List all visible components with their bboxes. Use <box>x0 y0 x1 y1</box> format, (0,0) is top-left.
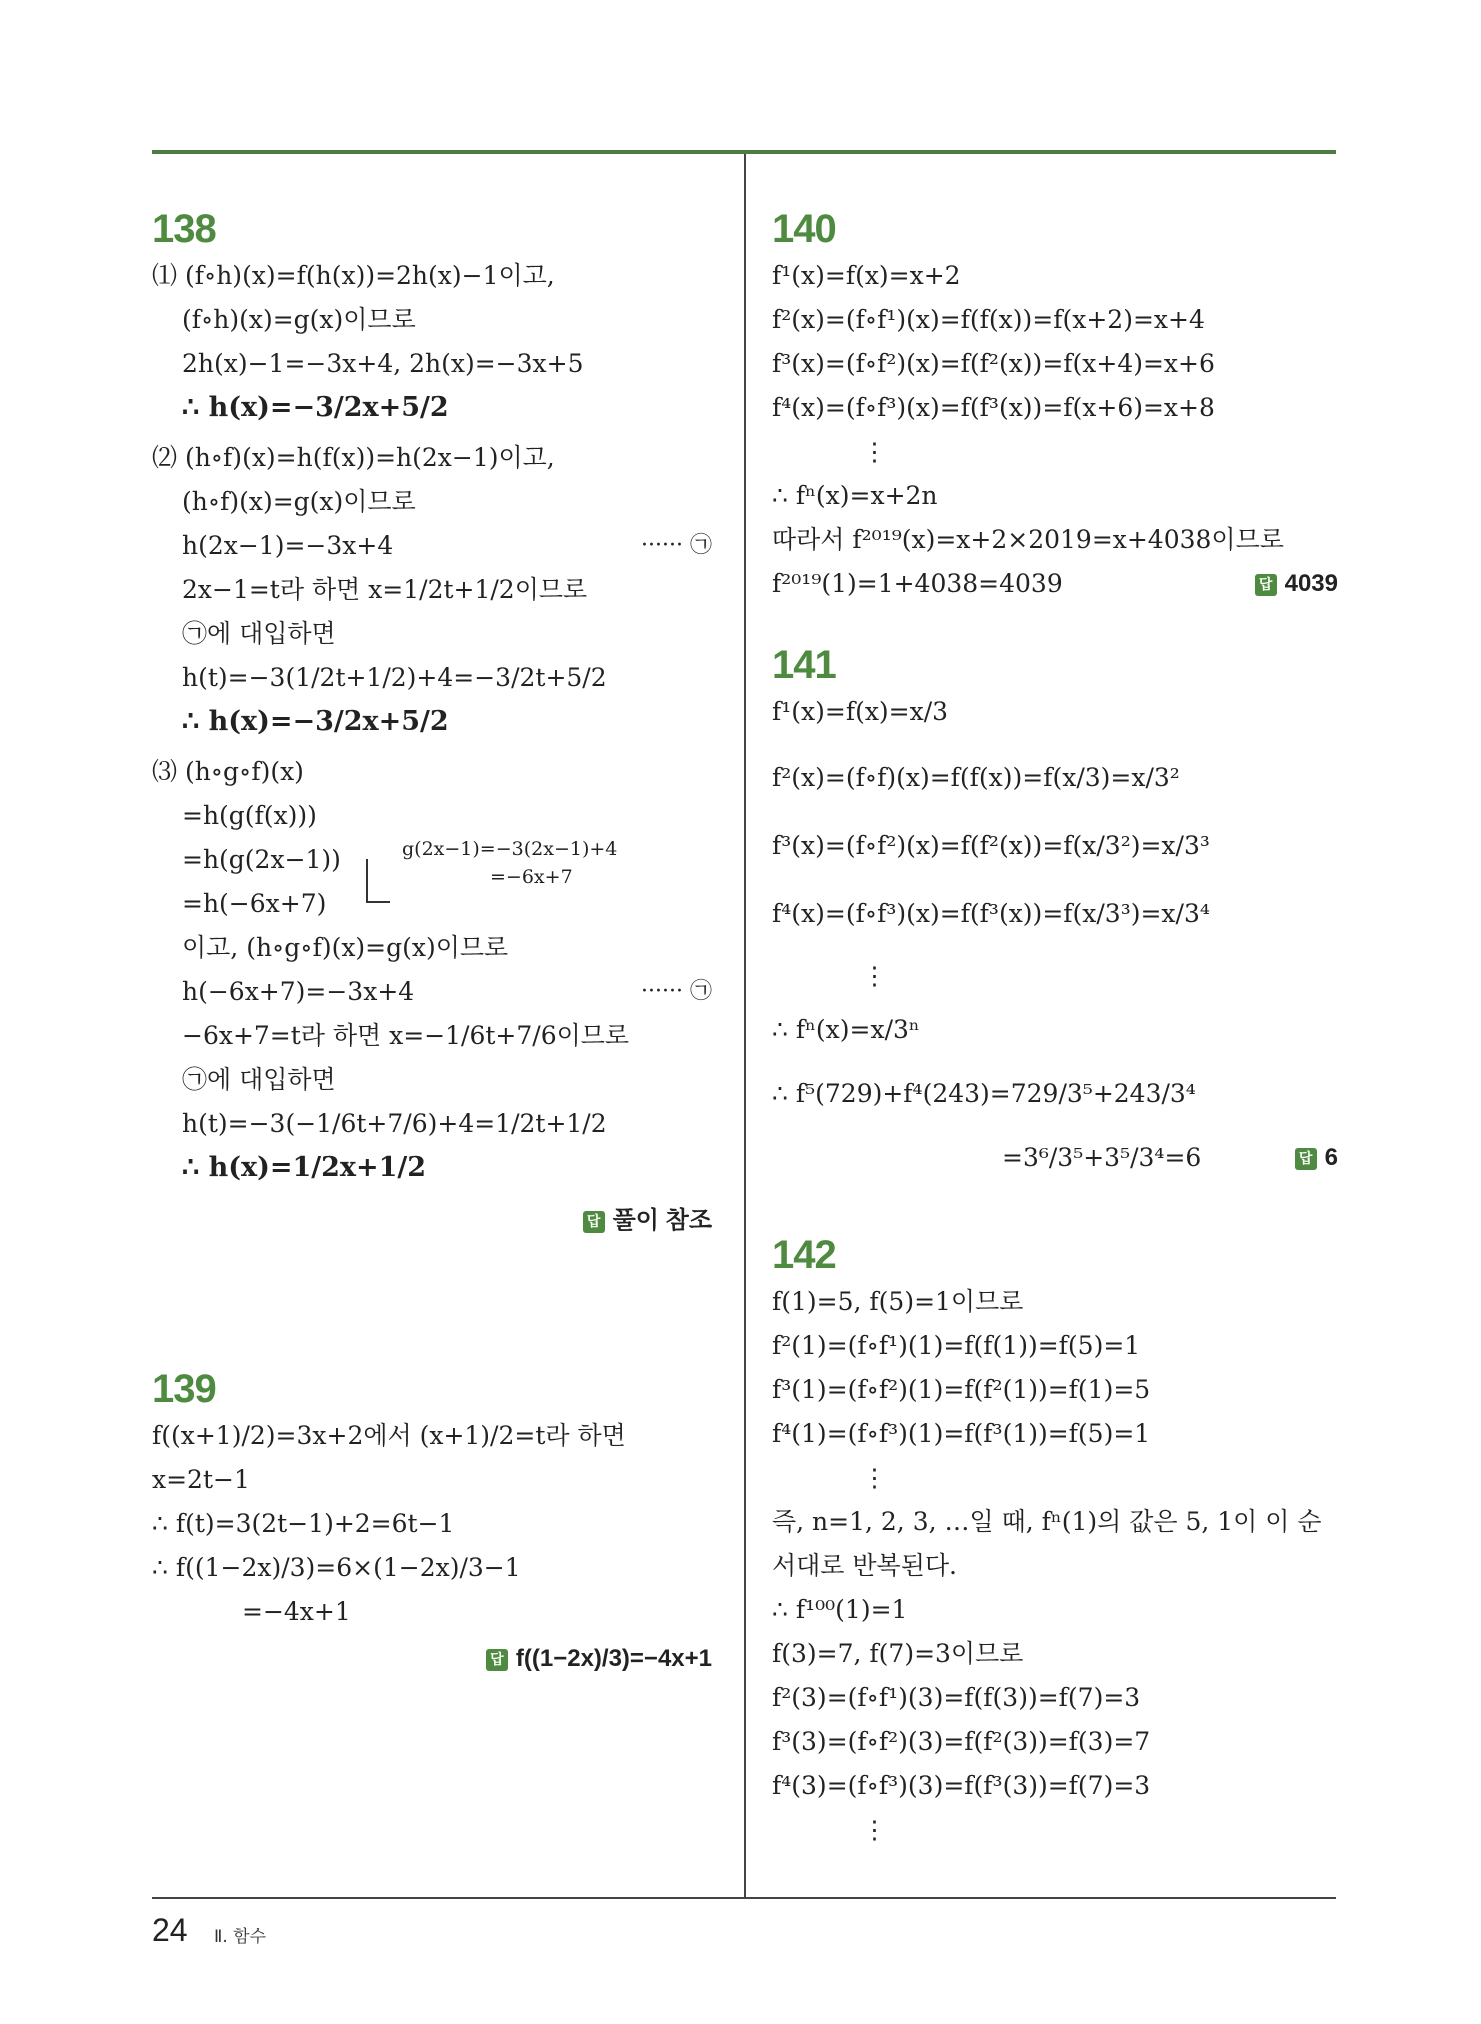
equation-text: h(−6x+7)=−3x+4 <box>182 977 415 1006</box>
answer-badge: 답 <box>1295 1148 1317 1170</box>
answer-inline <box>1255 567 1338 601</box>
solution-line <box>152 529 712 573</box>
problem-number: 141 <box>772 643 836 687</box>
equation-text: h(2x−1)=−3x+4 <box>182 531 394 560</box>
solution-line <box>772 567 1338 611</box>
ellipsis-line: ⋮ <box>862 961 887 990</box>
solution-line: f²(1)=(f∘f¹)(1)=f(f(1))=f(5)=1 <box>772 1331 1141 1360</box>
solution-line: =−4x+1 <box>242 1597 351 1626</box>
equation-text: =3⁶/3⁵+3⁵/3⁴=6 <box>1002 1143 1202 1172</box>
solution-line: f³(x)=(f∘f²)(x)=f(f²(x))=f(x+4)=x+6 <box>772 349 1215 378</box>
solution-line: f(1)=5, f(5)=1이므로 <box>772 1287 1024 1316</box>
solution-line: 따라서 f²⁰¹⁹(x)=x+2×2019=x+4038이므로 <box>772 525 1284 554</box>
solution-line: f⁴(3)=(f∘f³)(3)=f(f³(3))=f(7)=3 <box>772 1771 1151 1800</box>
problem-138 <box>152 205 712 1245</box>
solution-line <box>152 887 712 931</box>
solution-line: ⑶ (h∘g∘f)(x) <box>152 757 304 786</box>
answer-badge: 답 <box>583 1211 605 1233</box>
solution-line: f²(x)=(f∘f¹)(x)=f(f(x))=f(x+2)=x+4 <box>772 305 1205 334</box>
equation-tag: ······ ㉠ <box>641 533 712 558</box>
solution-line <box>772 1141 1338 1201</box>
problem-number: 142 <box>772 1233 836 1277</box>
solution-line: f³(x)=(f∘f²)(x)=f(f²(x))=f(x/3²)=x/3³ <box>772 831 1210 860</box>
problem-number: 140 <box>772 207 836 251</box>
answer-row <box>152 1639 712 1683</box>
solution-line: f³(1)=(f∘f²)(1)=f(f²(1))=f(1)=5 <box>772 1375 1151 1404</box>
problem-142 <box>772 1231 1338 1857</box>
solution-line: ∴ f(t)=3(2t−1)+2=6t−1 <box>152 1509 455 1538</box>
right-column <box>772 205 1338 1857</box>
solution-line <box>152 975 712 1019</box>
arrow-icon <box>366 859 390 903</box>
problem-140 <box>772 205 1338 611</box>
solution-line: 2h(x)−1=−3x+4, 2h(x)=−3x+5 <box>182 349 584 378</box>
problem-139 <box>152 1365 712 1683</box>
answer-text: 4039 <box>1284 570 1338 597</box>
page-number: 24 <box>152 1912 188 1948</box>
solution-line: f²(x)=(f∘f)(x)=f(f(x))=f(x/3)=x/3² <box>772 763 1180 792</box>
answer-badge: 답 <box>486 1649 508 1671</box>
problem-141 <box>772 641 1338 1201</box>
answer-text: f((1−2x)/3)=−4x+1 <box>515 1645 712 1672</box>
equation-text: =h(g(2x−1)) <box>182 845 341 874</box>
solution-line: ∴ fⁿ(x)=x+2n <box>772 481 938 510</box>
side-note-line: =−6x+7 <box>490 866 573 888</box>
solution-line: ∴ f¹⁰⁰(1)=1 <box>772 1595 908 1624</box>
solution-line: −6x+7=t라 하면 x=−1/6t+7/6이므로 <box>182 1021 630 1050</box>
solution-line: ㉠에 대입하면 <box>182 1065 336 1094</box>
solution-line: 서대로 반복된다. <box>772 1551 957 1580</box>
left-column <box>152 205 712 1683</box>
result-line: ∴ h(x)=1/2x+1/2 <box>182 1152 427 1183</box>
solution-line: ∴ f((1−2x)/3)=6×(1−2x)/3−1 <box>152 1553 521 1582</box>
section-label: Ⅱ. 함수 <box>214 1927 267 1947</box>
solution-line: f²(3)=(f∘f¹)(3)=f(f(3))=f(7)=3 <box>772 1683 1141 1712</box>
equation-text: =h(−6x+7) <box>182 889 327 918</box>
solution-line: ㉠에 대입하면 <box>182 619 336 648</box>
answer-row <box>152 1201 712 1245</box>
side-note <box>402 835 617 891</box>
result-line: ∴ h(x)=−3/2x+5/2 <box>182 706 449 737</box>
solution-line: f¹(x)=f(x)=x/3 <box>772 697 949 726</box>
problem-number: 138 <box>152 207 216 251</box>
bottom-rule <box>152 1897 1336 1899</box>
solution-line: 즉, n=1, 2, 3, …일 때, fⁿ(1)의 값은 5, 1이 이 순 <box>772 1507 1322 1536</box>
solution-line: ∴ fⁿ(x)=x/3ⁿ <box>772 1015 920 1044</box>
solution-line <box>152 838 712 888</box>
solution-line: (h∘f)(x)=g(x)이므로 <box>182 487 416 516</box>
answer-badge: 답 <box>1255 574 1277 596</box>
solution-line: h(t)=−3(1/2t+1/2)+4=−3/2t+5/2 <box>182 663 607 692</box>
solution-line: ∴ f⁵(729)+f⁴(243)=729/3⁵+243/3⁴ <box>772 1079 1196 1108</box>
result-line: ∴ h(x)=−3/2x+5/2 <box>182 392 449 423</box>
ellipsis-line: ⋮ <box>862 1815 887 1844</box>
answer-text: 6 <box>1324 1144 1338 1171</box>
solution-line: ⑵ (h∘f)(x)=h(f(x))=h(2x−1)이고, <box>152 443 555 472</box>
solution-line: f¹(x)=f(x)=x+2 <box>772 261 961 290</box>
problem-number: 139 <box>152 1367 216 1411</box>
solution-line: x=2t−1 <box>152 1465 250 1494</box>
solution-line: f³(3)=(f∘f²)(3)=f(f²(3))=f(3)=7 <box>772 1727 1151 1756</box>
solution-line: f(3)=7, f(7)=3이므로 <box>772 1639 1024 1668</box>
ellipsis-line: ⋮ <box>862 1463 887 1492</box>
solution-line: 2x−1=t라 하면 x=1/2t+1/2이므로 <box>182 575 588 604</box>
column-divider <box>744 154 746 1898</box>
solution-line: f⁴(1)=(f∘f³)(1)=f(f³(1))=f(5)=1 <box>772 1419 1151 1448</box>
solution-line: =h(g(f(x))) <box>182 801 317 830</box>
side-note-line: g(2x−1)=−3(2x−1)+4 <box>402 838 618 860</box>
ellipsis-line: ⋮ <box>862 437 887 466</box>
solution-line: f⁴(x)=(f∘f³)(x)=f(f³(x))=f(x/3³)=x/3⁴ <box>772 899 1210 928</box>
equation-text: f²⁰¹⁹(1)=1+4038=4039 <box>772 569 1063 598</box>
equation-tag: ······ ㉠ <box>641 979 712 1004</box>
answer-text: 풀이 참조 <box>612 1207 712 1234</box>
solution-line: h(t)=−3(−1/6t+7/6)+4=1/2t+1/2 <box>182 1109 607 1138</box>
answer-inline <box>1295 1141 1338 1175</box>
solution-line: f⁴(x)=(f∘f³)(x)=f(f³(x))=f(x+6)=x+8 <box>772 393 1215 422</box>
solution-line: ⑴ (f∘h)(x)=f(h(x))=2h(x)−1이고, <box>152 261 555 290</box>
solution-line: 이고, (h∘g∘f)(x)=g(x)이므로 <box>182 933 509 962</box>
solution-line: (f∘h)(x)=g(x)이므로 <box>182 305 416 334</box>
solution-line: f((x+1)/2)=3x+2에서 (x+1)/2=t라 하면 <box>152 1421 626 1450</box>
